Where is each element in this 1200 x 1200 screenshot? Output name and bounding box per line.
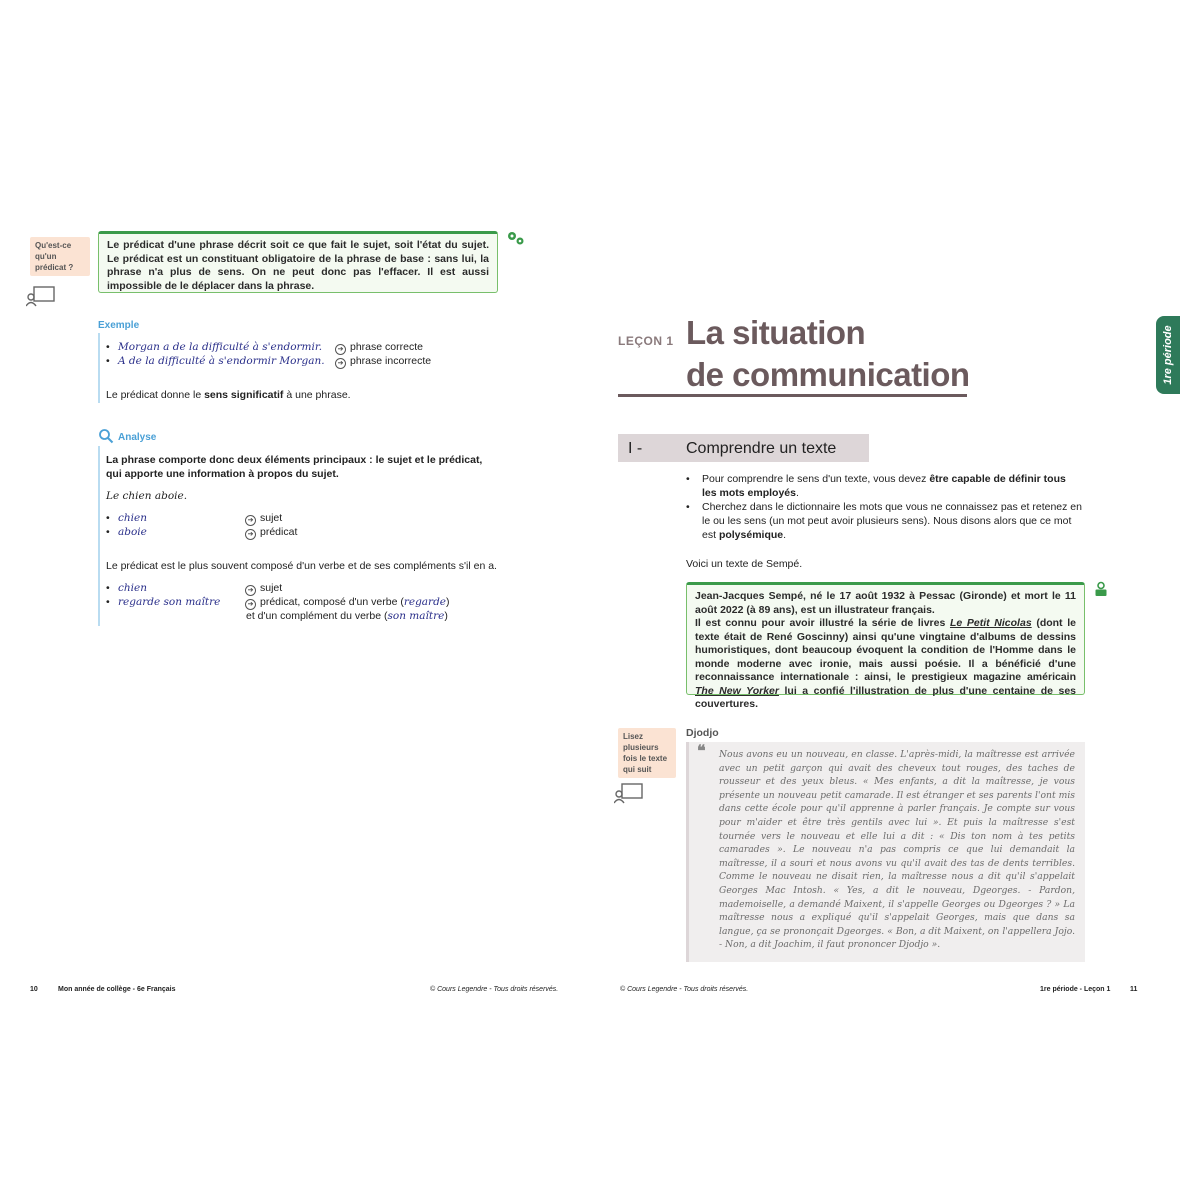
exemple-result-2: ➔ phrase incorrecte xyxy=(335,354,431,369)
arrow-icon: ➔ xyxy=(335,344,346,355)
quote-icon: ❝ xyxy=(697,741,706,760)
text-title: Djodjo xyxy=(686,727,719,739)
analyse-item-3: • chien xyxy=(106,582,147,594)
exemple-item-2: • A de la difficulté à s'endormir Morgan. xyxy=(106,355,325,367)
exemple-result-1: ➔ phrase correcte xyxy=(335,340,423,355)
book-title: Mon année de collège - 6e Français xyxy=(58,986,176,993)
analyse-item-2: • aboie xyxy=(106,526,147,538)
quote-box: ❝ Nous avons eu un nouveau, en classe. L'après-midi, la maîtresse est arrivée avec un petit garçon qui avait des cheveux tout rouges, des taches de rousseur et des yeux bleus. « Mes enfants, a dit la maîtresse, je vous présente un nouveau petit camarade. Il est étranger et ses parents l'ont mis dans cette école pour qu'il apprenne à parler français. Je compte sur vous pour m'aider et être très gentils avec lui ». Et puis la maîtresse s'est tournée vers le nouveau et elle lui a dit : « Dis ton nom à tes petits camarades ». Le nouveau n'a pas compris ce que lui demandait la maîtresse, il a souri et nous avons vu qu'il avait des tas de dents terribles. Comme le nouveau ne disait rien, la maîtresse nous a dit qu'il s'appelait Georges Mac Intosh. « Yes, a dit le nouveau, Dgeorges. - Pardon, mademoiselle, a demandé Maixent, il s'appelle Georges ou Dgeorges ? » La maîtresse nous a expliqué qu'il s'appelait Georges, mais que dans sa langue, ça se prononçait Dgeorges. « Bon, a dit Maixent, on l'appellera Jojo. - Non, a dit Joachim, il faut prononcer Djodjo ». xyxy=(686,742,1085,962)
intro-text: Voici un texte de Sempé. xyxy=(686,558,803,570)
list-item: • Pour comprendre le sens d'un texte, vous devez être capable de définir tous les mots employés. xyxy=(686,473,1066,499)
periode-tab: 1re période xyxy=(1156,316,1180,394)
section-number: I - xyxy=(628,440,643,457)
analyse-role-3: ➔ sujet xyxy=(245,581,282,596)
analyse-role-4: ➔ prédicat, composé d'un verbe (regarde) xyxy=(245,595,450,610)
arrow-icon: ➔ xyxy=(245,515,256,526)
analyse-role-2: ➔ prédicat xyxy=(245,525,297,540)
exemple-label: Exemple xyxy=(98,320,140,331)
person-icon xyxy=(1094,581,1108,597)
lecon-label: LEÇON 1 xyxy=(618,334,674,348)
arrow-icon: ➔ xyxy=(335,358,346,369)
margin-tag-lisez: Lisez plusieurs fois le texte qui suit xyxy=(618,728,676,778)
bullet-list xyxy=(686,472,1082,542)
list-item: • Cherchez dans le dictionnaire les mots que vous ne connaissez pas et retenez en le ou les sens (un mot peut avoir plusieurs sens). Nous disons alors que ce mot est polysémique. xyxy=(686,501,1082,541)
copyright-left: © Cours Legendre - Tous droits réservés. xyxy=(430,986,559,993)
bio-paragraph: Il est connu pour avoir illustré la série de livres Le Petit Nicolas (dont le texte était de René Goscinny) ainsi qu'une vingtaine d'albums de dessins humoristiques, dont beaucoup évoquent la condition de l'Homme dans le monde moderne avec ironie, mais aussi poésie. Il a bénéficié d'une reconnaissance internationale : ainsi, le prestigieux magazine américain The New Yorker lui a confié l'illustration de plus d'une centaine de ses couvertures. xyxy=(695,617,1076,710)
screen-icon xyxy=(614,782,644,804)
analyse-intro: La phrase comporte donc deux éléments principaux : le sujet et le prédicat, qui apporte une information à propos du sujet. xyxy=(106,454,483,480)
screen-icon xyxy=(26,285,56,307)
gear-icon xyxy=(505,229,527,247)
section-title: Comprendre un texte xyxy=(686,440,837,457)
section-header xyxy=(618,434,869,462)
analyse-item-1: • chien xyxy=(106,512,147,524)
analyse-role-1: ➔ sujet xyxy=(245,511,282,526)
copyright-right: © Cours Legendre - Tous droits réservés. xyxy=(620,986,749,993)
exemple-item-1: • Morgan a de la difficulté à s'endormir. xyxy=(106,341,323,353)
title-rule xyxy=(618,394,967,397)
analyse-rule xyxy=(98,446,100,626)
analyse-para2: Le prédicat est le plus souvent composé d'un verbe et de ses compléments s'il en a. xyxy=(106,560,497,572)
exemple-rule xyxy=(98,333,100,403)
definition-box: Le prédicat d'une phrase décrit soit ce que fait le sujet, soit l'état du sujet. Le prédicat est un constituant obligatoire de la phrase de base : sans lui, la phrase n'a plus de sens. On ne peut donc pas l'effacer. Il est aussi impossible de le déplacer dans la phrase. xyxy=(98,231,498,293)
arrow-icon: ➔ xyxy=(245,585,256,596)
bio-box: Jean-Jacques Sempé, né le 17 août 1932 à Pessac (Gironde) et mort le 11 août 2022 (à 89 ans), est un illustrateur français. Il est connu pour avoir illustré la série de livres Le Petit Nicolas (dont le texte était de René Goscinny) ainsi qu'une vingtaine d'albums de dessins humoristiques, dont beaucoup évoquent la condition de l'Homme dans le monde moderne avec ironie, mais aussi poésie. Il a bénéficié d'une reconnaissance internationale : ainsi, le prestigieux magazine américain The New Yorker lui a confié l'illustration de plus d'une centaine de ses couvertures. xyxy=(686,582,1085,695)
analyse-role-4b: et d'un complément du verbe (son maître) xyxy=(246,610,448,622)
exemple-conclusion: Le prédicat donne le sens significatif à une phrase. xyxy=(106,389,351,401)
analyse-example-sentence: Le chien aboie. xyxy=(106,490,188,502)
analyse-label: Analyse xyxy=(118,432,157,443)
analyse-item-4: • regarde son maître xyxy=(106,596,221,608)
arrow-icon: ➔ xyxy=(245,529,256,540)
page-title: La situation de communication xyxy=(686,314,970,393)
page-number-right: 11 xyxy=(1130,986,1138,993)
magnifier-icon xyxy=(98,428,114,444)
arrow-icon: ➔ xyxy=(245,599,256,610)
chapter-label: 1re période - Leçon 1 xyxy=(1040,986,1111,993)
margin-tag-predicat: Qu'est-ce qu'un prédicat ? xyxy=(30,237,90,276)
page-number-left: 10 xyxy=(30,986,38,993)
